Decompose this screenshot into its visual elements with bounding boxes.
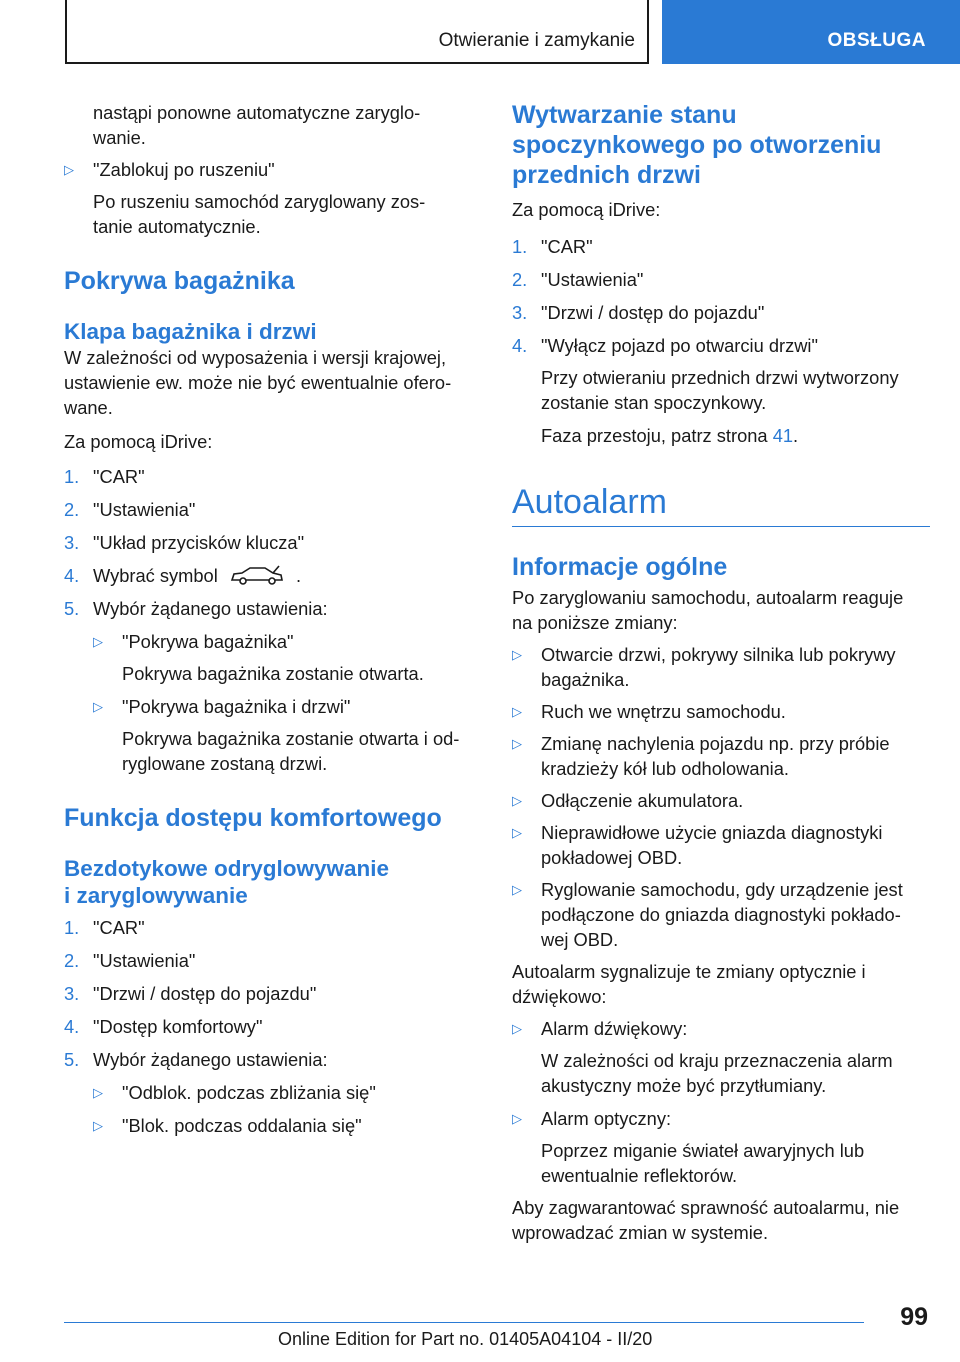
text-line bbox=[512, 423, 930, 448]
section-heading: Informacje ogólne bbox=[512, 553, 728, 581]
subsection-heading: Klapa bagażnika i drzwi bbox=[64, 319, 317, 344]
chapter-tab-label: OBSŁUGA bbox=[827, 30, 926, 51]
bullet-list bbox=[512, 642, 930, 952]
page-section-title: Otwieranie i zamykanie bbox=[438, 30, 635, 51]
triangle-bullet-icon: ▷ bbox=[93, 634, 103, 649]
list-number: 4. bbox=[512, 335, 528, 356]
list-item-label: Otwarcie drzwi, pokrywy silnika lub pokrywy bbox=[541, 644, 896, 665]
list-item-label: Alarm optyczny: bbox=[541, 1108, 672, 1129]
text-line: zostanie stan spoczynkowy. bbox=[541, 392, 767, 413]
list-item bbox=[512, 1106, 930, 1131]
list-item-label: bagażnika. bbox=[541, 669, 630, 690]
page-link[interactable]: 41 bbox=[772, 425, 794, 446]
list-item-label: Odłączenie akumulatora. bbox=[541, 790, 744, 811]
edition-note: Online Edition for Part no. 01405A04104 - II/20 bbox=[278, 1329, 653, 1349]
list-item bbox=[512, 788, 930, 813]
car-tailgate-icon bbox=[229, 564, 285, 586]
page-number: 99 bbox=[900, 1303, 928, 1331]
chapter-heading: Autoalarm bbox=[512, 482, 930, 527]
list-item-label: "Układ przycisków klucza" bbox=[93, 532, 305, 553]
cross-ref-dot: . bbox=[793, 425, 799, 446]
text-line: wane. bbox=[64, 397, 113, 418]
list-item bbox=[512, 267, 930, 300]
list-item bbox=[64, 1047, 464, 1080]
list-item-label: wej OBD. bbox=[541, 929, 619, 950]
list-item bbox=[64, 497, 464, 530]
list-item bbox=[64, 915, 464, 948]
numbered-list bbox=[64, 915, 464, 1080]
triangle-bullet-icon: ▷ bbox=[512, 704, 522, 719]
list-item-label: "Odblok. podczas zbliżania się" bbox=[122, 1082, 376, 1103]
list-item bbox=[512, 820, 930, 870]
list-number: 4. bbox=[64, 1016, 80, 1037]
list-item bbox=[64, 464, 464, 497]
list-item-label: "Drzwi / dostęp do pojazdu" bbox=[541, 302, 765, 323]
text-line: ewentualnie reflektorów. bbox=[541, 1165, 738, 1186]
text-line: dźwiękowo: bbox=[512, 986, 607, 1007]
text-line: tanie automatycznie. bbox=[93, 216, 261, 237]
subsection-heading: i zaryglowywanie bbox=[64, 883, 248, 908]
triangle-bullet-icon: ▷ bbox=[512, 1111, 522, 1126]
list-number: 1. bbox=[64, 466, 80, 487]
text-line: Przy otwieraniu przednich drzwi wytworzony bbox=[541, 367, 899, 388]
text-line: wprowadzać zmian w systemie. bbox=[512, 1222, 769, 1243]
list-item bbox=[512, 699, 930, 724]
list-item-tail: . bbox=[295, 565, 302, 586]
list-number: 1. bbox=[512, 236, 528, 257]
right-column bbox=[512, 100, 930, 1245]
section-heading: Wytwarzanie stanu bbox=[512, 101, 737, 129]
cross-ref-text: Faza przestoju, patrz strona bbox=[541, 425, 768, 446]
list-item-label: "CAR" bbox=[93, 466, 145, 487]
list-item-label: Ruch we wnętrzu samochodu. bbox=[541, 701, 786, 722]
section-heading: spoczynkowego po otworzeniu bbox=[512, 131, 882, 159]
text-line: Aby zagwarantować sprawność autoalarmu, nie bbox=[512, 1197, 900, 1218]
triangle-bullet-icon: ▷ bbox=[512, 1021, 522, 1036]
subsection-heading: Bezdotykowe odryglowywanie bbox=[64, 856, 390, 881]
list-item-label: "Zablokuj po ruszeniu" bbox=[93, 159, 275, 180]
numbered-list bbox=[512, 234, 930, 358]
list-item bbox=[64, 694, 464, 719]
triangle-bullet-icon: ▷ bbox=[512, 736, 522, 751]
text-line: ryglowane zostaną drzwi. bbox=[122, 753, 328, 774]
list-item-label: kradzieży kół lub odholowania. bbox=[541, 758, 789, 779]
list-item bbox=[64, 1080, 464, 1113]
text-line: Po zaryglowaniu samochodu, autoalarm reaguje bbox=[512, 587, 904, 608]
section-heading: Pokrywa bagażnika bbox=[64, 267, 295, 295]
list-item bbox=[512, 333, 930, 358]
text-line: akustyczny może być przytłumiany. bbox=[541, 1075, 827, 1096]
text-line: W zależności od kraju przeznaczenia alarm bbox=[541, 1050, 893, 1071]
list-item-label: "Wyłącz pojazd po otwarciu drzwi" bbox=[541, 335, 818, 356]
list-item bbox=[64, 563, 464, 596]
list-item-label: "Ustawienia" bbox=[93, 499, 196, 520]
list-item-label: Wybór żądanego ustawienia: bbox=[93, 598, 328, 619]
triangle-bullet-icon: ▷ bbox=[93, 1118, 103, 1133]
triangle-bullet-icon: ▷ bbox=[64, 162, 74, 177]
list-number: 2. bbox=[64, 499, 80, 520]
text-line: na poniższe zmiany: bbox=[512, 612, 678, 633]
list-item bbox=[512, 642, 930, 692]
triangle-bullet-icon: ▷ bbox=[512, 882, 522, 897]
section-heading: przednich drzwi bbox=[512, 161, 701, 189]
list-item bbox=[64, 981, 464, 1014]
list-item-label: "Ustawienia" bbox=[93, 950, 196, 971]
list-item-label: "Pokrywa bagażnika i drzwi" bbox=[122, 696, 351, 717]
text-line: Pokrywa bagażnika zostanie otwarta. bbox=[122, 663, 424, 684]
list-item bbox=[64, 1113, 464, 1138]
list-item-label: "CAR" bbox=[541, 236, 593, 257]
list-item-label: "Dostęp komfortowy" bbox=[93, 1016, 263, 1037]
list-item bbox=[64, 629, 464, 654]
text-line: Poprzez miganie świateł awaryjnych lub bbox=[541, 1140, 865, 1161]
list-item bbox=[512, 300, 930, 333]
list-item-label: Ryglowanie samochodu, gdy urządzenie jest bbox=[541, 879, 903, 900]
list-number: 1. bbox=[64, 917, 80, 938]
list-item-label: "Ustawienia" bbox=[541, 269, 644, 290]
list-item-label: pokładowej OBD. bbox=[541, 847, 683, 868]
list-item-label: "Pokrywa bagażnika" bbox=[122, 631, 294, 652]
list-item-label: Wybrać symbol bbox=[93, 565, 218, 586]
text-line: Za pomocą iDrive: bbox=[512, 199, 661, 220]
triangle-bullet-icon: ▷ bbox=[93, 699, 103, 714]
text-line: Pokrywa bagażnika zostanie otwarta i od‐ bbox=[122, 728, 460, 749]
list-number: 4. bbox=[64, 565, 80, 586]
text-line: Za pomocą iDrive: bbox=[64, 431, 213, 452]
triangle-bullet-icon: ▷ bbox=[93, 1085, 103, 1100]
list-number: 5. bbox=[64, 1049, 80, 1070]
list-number: 2. bbox=[64, 950, 80, 971]
list-item bbox=[512, 877, 930, 952]
list-item-label: Alarm dźwiękowy: bbox=[541, 1018, 688, 1039]
numbered-list bbox=[64, 464, 464, 629]
list-item bbox=[512, 731, 930, 781]
text-line: Autoalarm sygnalizuje te zmiany optycznie i bbox=[512, 961, 866, 982]
list-number: 2. bbox=[512, 269, 528, 290]
list-item bbox=[64, 530, 464, 563]
list-item bbox=[64, 948, 464, 981]
text-line: Po ruszeniu samochód zaryglowany zos‐ bbox=[93, 191, 426, 212]
list-item-label: "Drzwi / dostęp do pojazdu" bbox=[93, 983, 317, 1004]
list-item-label: Zmianę nachylenia pojazdu np. przy próbie bbox=[541, 733, 890, 754]
triangle-bullet-icon: ▷ bbox=[512, 647, 522, 662]
footer-rule bbox=[64, 1322, 864, 1323]
list-number: 3. bbox=[512, 302, 528, 323]
left-column bbox=[64, 100, 464, 1138]
list-item-label: podłączone do gniazda diagnostyki pokłado‐ bbox=[541, 904, 901, 925]
list-number: 3. bbox=[64, 532, 80, 553]
list-item bbox=[64, 157, 464, 182]
list-item-label: "CAR" bbox=[93, 917, 145, 938]
text-line: nastąpi ponowne automatyczne zaryglo‐ bbox=[93, 102, 421, 123]
text-line: W zależności od wyposażenia i wersji krajowej, bbox=[64, 347, 447, 368]
list-number: 3. bbox=[64, 983, 80, 1004]
list-item bbox=[512, 1016, 930, 1041]
list-item bbox=[64, 1014, 464, 1047]
text-line: wanie. bbox=[93, 127, 146, 148]
text-line: ustawienie ew. może nie być ewentualnie ofero‐ bbox=[64, 372, 452, 393]
list-item-label: Nieprawidłowe użycie gniazda diagnostyki bbox=[541, 822, 883, 843]
triangle-bullet-icon: ▷ bbox=[512, 793, 522, 808]
section-heading: Funkcja dostępu komfortowego bbox=[64, 804, 442, 832]
list-item bbox=[64, 596, 464, 629]
list-item-label: Wybór żądanego ustawienia: bbox=[93, 1049, 328, 1070]
triangle-bullet-icon: ▷ bbox=[512, 825, 522, 840]
list-item bbox=[512, 234, 930, 267]
list-item-label: "Blok. podczas oddalania się" bbox=[122, 1115, 362, 1136]
list-number: 5. bbox=[64, 598, 80, 619]
